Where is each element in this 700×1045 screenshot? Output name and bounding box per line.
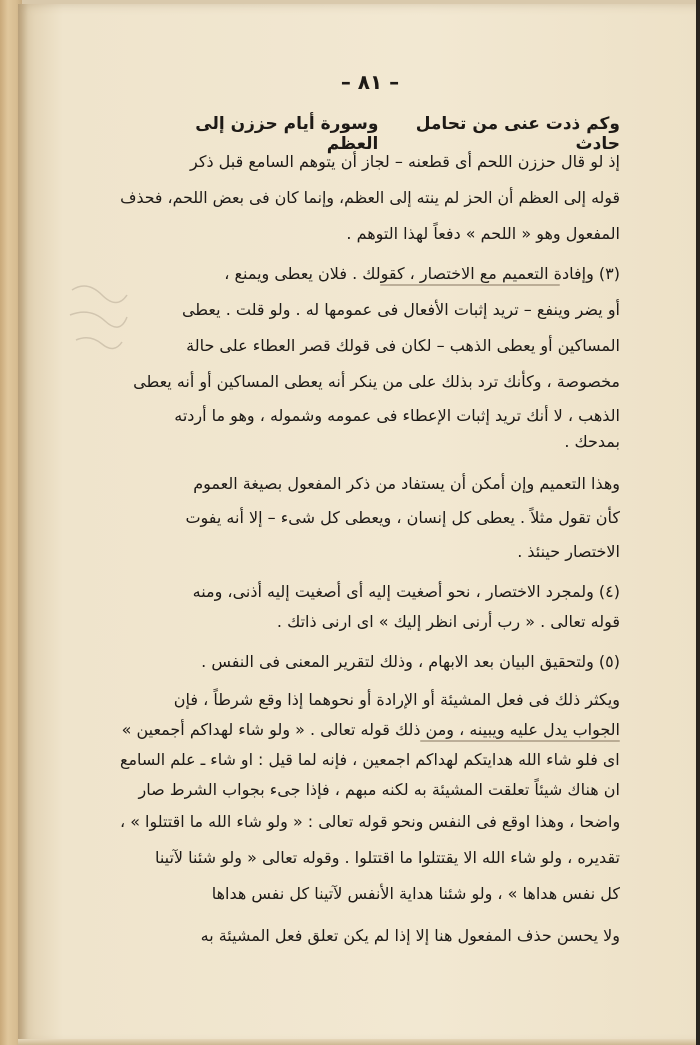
text-line: واضحا ، وهذا اوقع فى النفس ونحو قوله تعالى : « ولو شاء الله ما اقتتلوا » ، xyxy=(119,812,620,831)
text-line: مخصوصة ، وكأنك ترد بذلك على من ينكر أنه يعطى المساكين أو أنه يعطى xyxy=(133,372,620,391)
text-line: كأن تقول مثلاً . يعطى كل إنسان ، ويعطى كل شىء – إلا أنه يفوت xyxy=(185,508,620,527)
page-number: – ٨١ – xyxy=(340,70,400,94)
text-line: ويكثر ذلك فى فعل المشيئة أو الإرادة أو نحوهما إذا وقع شرطاً ، فإن xyxy=(173,690,620,709)
verse-first-hemistich: وكم ذدت عنى من تحامل حادث xyxy=(415,114,620,154)
text-line: إذ لو قال حززن اللحم أى قطعنه – لجاز أن يتوهم السامع قبل ذكر xyxy=(190,152,620,171)
text-line: أو يضر وينفع – تريد إثبات الأفعال فى عمومها له . ولو قلت . يعطى xyxy=(181,300,620,319)
text-line: قوله إلى العظم أن الحز لم ينته إلى العظم، وإنما كان فى بعض اللحم، فحذف xyxy=(120,188,620,207)
text-line: بمدحك . xyxy=(564,432,620,451)
poetry-verse xyxy=(150,114,620,154)
page-right-edge xyxy=(696,0,700,1045)
text-line: كل نفس هداها » ، ولو شئنا هداية الأنفس لآتينا كل نفس هداها xyxy=(211,884,620,903)
text-line: تقديره ، ولو شاء الله الا يقتتلوا ما اقتتلوا . وقوله تعالى « ولو شئنا لآتينا xyxy=(154,848,620,867)
pencil-underline xyxy=(380,284,560,286)
text-line: (٣) وإفادة التعميم مع الاختصار ، كقولك . فلان يعطى ويمنع ، xyxy=(224,264,620,283)
verse-second-hemistich: وسورة أيام حززن إلى العظم xyxy=(195,114,379,154)
text-line: المفعول وهو « اللحم » دفعاً لهذا التوهم . xyxy=(346,224,620,243)
text-line: ان هناك شيئاً تعلقت المشيئة به لكنه مبهم ، فإذا جىء بجواب الشرط صار xyxy=(138,780,620,799)
text-line: الاختصار حينئذ . xyxy=(517,542,620,561)
text-line: وهذا التعميم وإن أمكن أن يستفاد من ذكر المفعول بصيغة العموم xyxy=(193,474,620,493)
pencil-margin-note xyxy=(62,270,132,360)
text-line: اى فلو شاء الله هدايتكم لهداكم اجمعين ، فإنه لما قيل : او شاء ـ علم السامع xyxy=(120,750,620,769)
text-line: (٥) ولتحقيق البيان بعد الابهام ، وذلك لتقرير المعنى فى النفس . xyxy=(201,652,620,671)
pencil-underline xyxy=(420,740,620,742)
text-line: ولا يحسن حذف المفعول هنا إلا إذا لم يكن تعلق فعل المشيئة به xyxy=(200,926,620,945)
page-bottom-edge xyxy=(18,1039,700,1045)
text-line: الجواب يدل عليه ويبينه ، ومن ذلك قوله تعالى . « ولو شاء لهداكم أجمعين » xyxy=(121,720,620,739)
text-line: قوله تعالى . « رب أرنى انظر إليك » اى ارنى ذاتك . xyxy=(276,612,620,631)
text-line: الذهب ، لا أنك تريد إثبات الإعطاء فى عمومه وشموله ، وهو ما أردته xyxy=(174,406,620,425)
text-line: (٤) ولمجرد الاختصار ، نحو أصغيت إليه أى أصغيت إليه أذنى، ومنه xyxy=(192,582,620,601)
text-line: المساكين أو يعطى الذهب – لكان فى قولك قصر العطاء على حالة xyxy=(186,336,620,355)
